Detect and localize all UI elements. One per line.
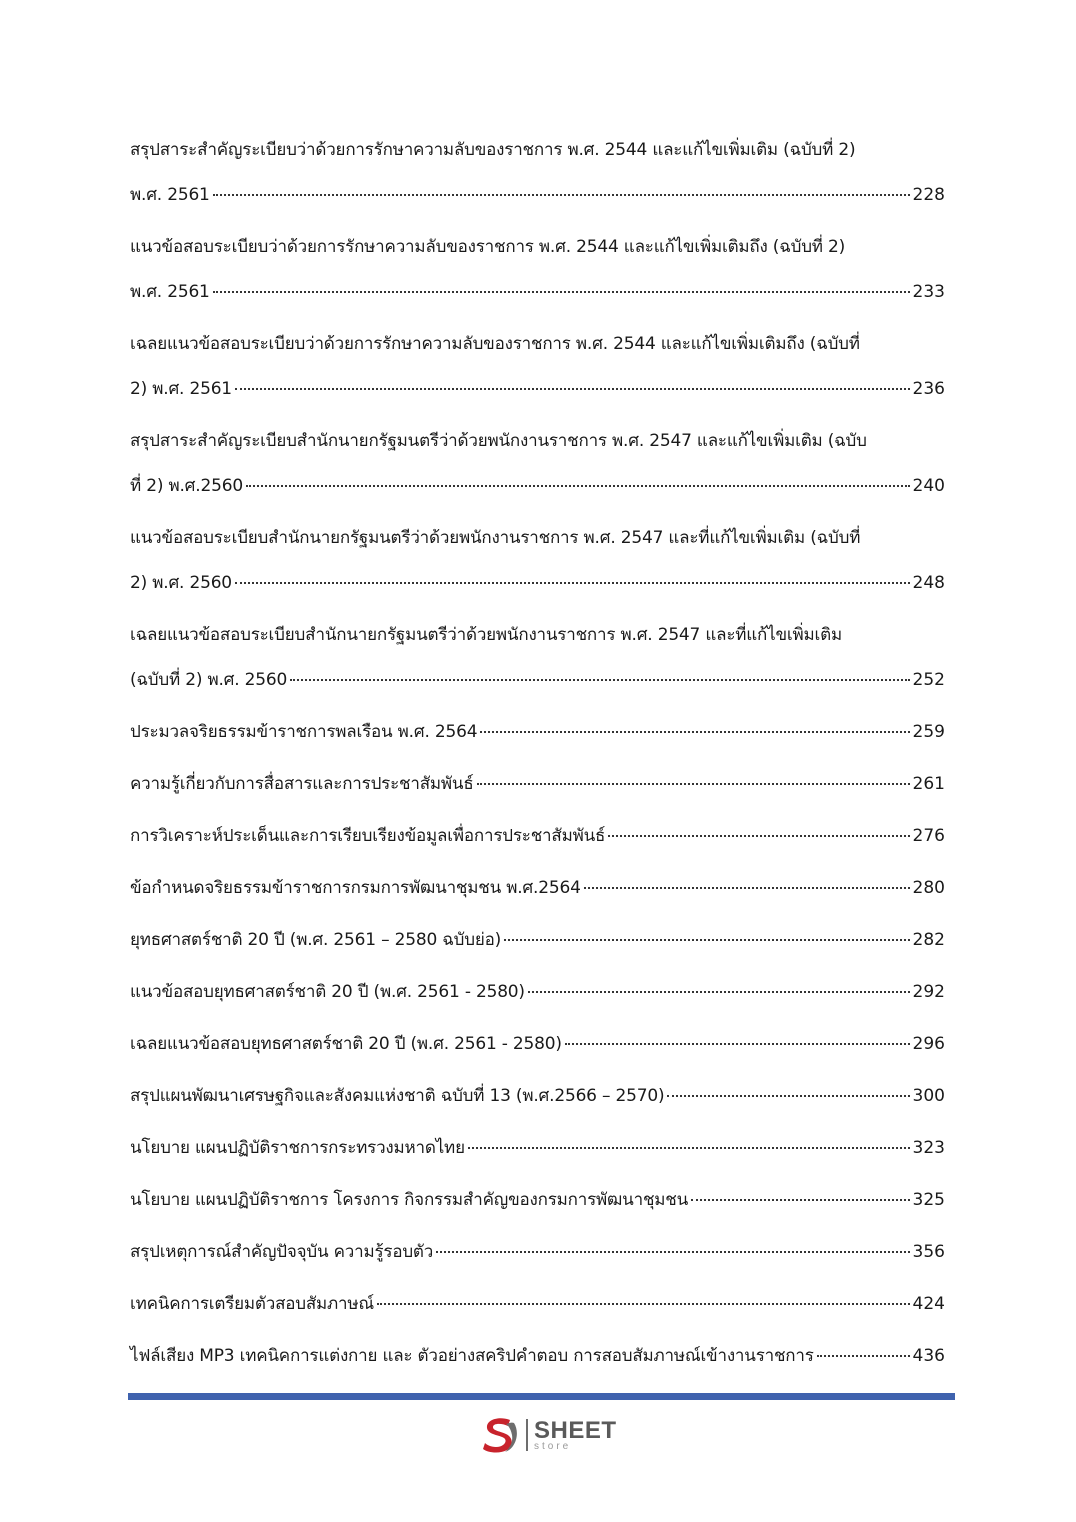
dot-leader xyxy=(377,1301,910,1305)
toc-entry[interactable] xyxy=(130,1230,945,1275)
toc-page-number: 300 xyxy=(912,1086,945,1106)
toc-page-number: 240 xyxy=(912,476,945,496)
toc-entry-title: สรุปสาระสำคัญระเบียบว่าด้วยการรักษาความลับของราชการ พ.ศ. 2544 และแก้ไขเพิ่มเติม (ฉบับที่ 2) xyxy=(130,140,856,160)
dot-leader xyxy=(213,289,910,293)
toc-page-number: 325 xyxy=(912,1190,945,1210)
toc-entry[interactable] xyxy=(130,225,945,315)
dot-leader xyxy=(213,192,910,196)
toc-entry[interactable] xyxy=(130,762,945,807)
toc-entry-title: นโยบาย แผนปฏิบัติราชการ โครงการ กิจกรรมสำคัญของกรมการพัฒนาชุมชน xyxy=(130,1190,689,1210)
toc-entry[interactable] xyxy=(130,1282,945,1327)
toc-entry[interactable] xyxy=(130,866,945,911)
toc-entry[interactable] xyxy=(130,918,945,963)
logo-divider xyxy=(526,1419,528,1451)
toc-entry[interactable] xyxy=(130,814,945,859)
dot-leader xyxy=(528,989,910,993)
dot-leader xyxy=(290,677,909,681)
toc-entry-title: เฉลยแนวข้อสอบระเบียบสำนักนายกรัฐมนตรีว่าด้วยพนักงานราชการ พ.ศ. 2547 และที่แก้ไขเพิ่มเติม xyxy=(130,625,842,645)
toc-entry-title: ไฟล์เสียง MP3 เทคนิคการแต่งกาย และ ตัวอย่างสคริปคำตอบ การสอบสัมภาษณ์เข้างานราชการ xyxy=(130,1346,814,1366)
toc-page-number: 282 xyxy=(912,930,945,950)
toc-entry-title: สรุปสาระสำคัญระเบียบสำนักนายกรัฐมนตรีว่าด้วยพนักงานราชการ พ.ศ. 2547 และแก้ไขเพิ่มเติม (ฉบับ xyxy=(130,431,867,451)
toc-entry-title-continued: ที่ 2) พ.ศ.2560 xyxy=(130,476,243,496)
toc-entry[interactable] xyxy=(130,516,945,606)
toc-entry-title: ประมวลจริยธรรมข้าราชการพลเรือน พ.ศ. 2564 xyxy=(130,722,478,742)
dot-leader xyxy=(246,483,910,487)
toc-page-number: 236 xyxy=(912,379,945,399)
toc-page-number: 296 xyxy=(912,1034,945,1054)
toc-page-number: 292 xyxy=(912,982,945,1002)
toc-entry-title: เฉลยแนวข้อสอบระเบียบว่าด้วยการรักษาความลับของราชการ พ.ศ. 2544 และแก้ไขเพิ่มเติมถึง (ฉบับที่ xyxy=(130,334,860,354)
toc-entry[interactable] xyxy=(130,613,945,703)
sheet-store-s-icon xyxy=(478,1413,522,1457)
table-of-contents xyxy=(130,128,945,1386)
toc-entry-title-continued: พ.ศ. 2561 xyxy=(130,282,210,302)
logo-sub-text: store xyxy=(534,1440,572,1452)
toc-entry[interactable] xyxy=(130,1334,945,1379)
toc-entry-title: สรุปแผนพัฒนาเศรษฐกิจและสังคมแห่งชาติ ฉบับที่ 13 (พ.ศ.2566 – 2570) xyxy=(130,1086,665,1106)
toc-page-number: 252 xyxy=(912,670,945,690)
toc-page-number: 228 xyxy=(912,185,945,205)
toc-entry-title: นโยบาย แผนปฏิบัติราชการกระทรวงมหาดไทย xyxy=(130,1138,465,1158)
dot-leader xyxy=(817,1353,910,1357)
toc-entry-title: เทคนิคการเตรียมตัวสอบสัมภาษณ์ xyxy=(130,1294,374,1314)
logo-brand-text: SHEET xyxy=(534,1416,617,1444)
toc-entry[interactable] xyxy=(130,710,945,755)
dot-leader xyxy=(480,729,909,733)
toc-entry[interactable] xyxy=(130,419,945,509)
toc-entry-title: แนวข้อสอบระเบียบสำนักนายกรัฐมนตรีว่าด้วยพนักงานราชการ พ.ศ. 2547 และที่แก้ไขเพิ่มเติม (ฉบับที่ xyxy=(130,528,861,548)
footer-divider xyxy=(128,1393,955,1400)
toc-entry-title: เฉลยแนวข้อสอบยุทธศาสตร์ชาติ 20 ปี (พ.ศ. 2561 - 2580) xyxy=(130,1034,562,1054)
toc-entry-title: ยุทธศาสตร์ชาติ 20 ปี (พ.ศ. 2561 – 2580 ฉบับย่อ) xyxy=(130,930,502,950)
toc-page-number: 356 xyxy=(912,1242,945,1262)
toc-entry[interactable] xyxy=(130,970,945,1015)
dot-leader xyxy=(584,885,910,889)
dot-leader xyxy=(477,781,910,785)
toc-page-number: 323 xyxy=(912,1138,945,1158)
dot-leader xyxy=(608,833,909,837)
dot-leader xyxy=(565,1041,910,1045)
toc-page-number: 233 xyxy=(912,282,945,302)
dot-leader xyxy=(468,1145,910,1149)
toc-entry[interactable] xyxy=(130,1126,945,1171)
dot-leader xyxy=(504,937,910,941)
dot-leader xyxy=(235,580,910,584)
dot-leader xyxy=(667,1093,909,1097)
toc-entry-title: สรุปเหตุการณ์สำคัญปัจจุบัน ความรู้รอบตัว xyxy=(130,1242,434,1262)
toc-entry-title-continued: พ.ศ. 2561 xyxy=(130,185,210,205)
toc-entry[interactable] xyxy=(130,1022,945,1067)
toc-entry-title-continued: 2) พ.ศ. 2561 xyxy=(130,379,232,399)
toc-entry[interactable] xyxy=(130,322,945,412)
toc-page-number: 259 xyxy=(912,722,945,742)
toc-page-number: 280 xyxy=(912,878,945,898)
dot-leader xyxy=(691,1197,910,1201)
dot-leader xyxy=(436,1249,909,1253)
toc-entry[interactable] xyxy=(130,1178,945,1223)
toc-page-number: 424 xyxy=(912,1294,945,1314)
toc-entry-title-continued: (ฉบับที่ 2) พ.ศ. 2560 xyxy=(130,670,288,690)
toc-entry-title: ข้อกำหนดจริยธรรมข้าราชการกรมการพัฒนาชุมชน พ.ศ.2564 xyxy=(130,878,581,898)
dot-leader xyxy=(235,386,910,390)
sheet-store-logo xyxy=(478,1413,617,1457)
toc-entry-title-continued: 2) พ.ศ. 2560 xyxy=(130,573,232,593)
toc-entry[interactable] xyxy=(130,1074,945,1119)
toc-entry-title: การวิเคราะห์ประเด็นและการเรียบเรียงข้อมูลเพื่อการประชาสัมพันธ์ xyxy=(130,826,606,846)
toc-page-number: 276 xyxy=(912,826,945,846)
toc-entry[interactable] xyxy=(130,128,945,218)
toc-entry-title: แนวข้อสอบระเบียบว่าด้วยการรักษาความลับของราชการ พ.ศ. 2544 และแก้ไขเพิ่มเติมถึง (ฉบับที่ 2) xyxy=(130,237,846,257)
toc-page-number: 436 xyxy=(912,1346,945,1366)
toc-entry-title: ความรู้เกี่ยวกับการสื่อสารและการประชาสัมพันธ์ xyxy=(130,774,474,794)
toc-entry-title: แนวข้อสอบยุทธศาสตร์ชาติ 20 ปี (พ.ศ. 2561 - 2580) xyxy=(130,982,525,1002)
toc-page-number: 248 xyxy=(912,573,945,593)
toc-page-number: 261 xyxy=(912,774,945,794)
